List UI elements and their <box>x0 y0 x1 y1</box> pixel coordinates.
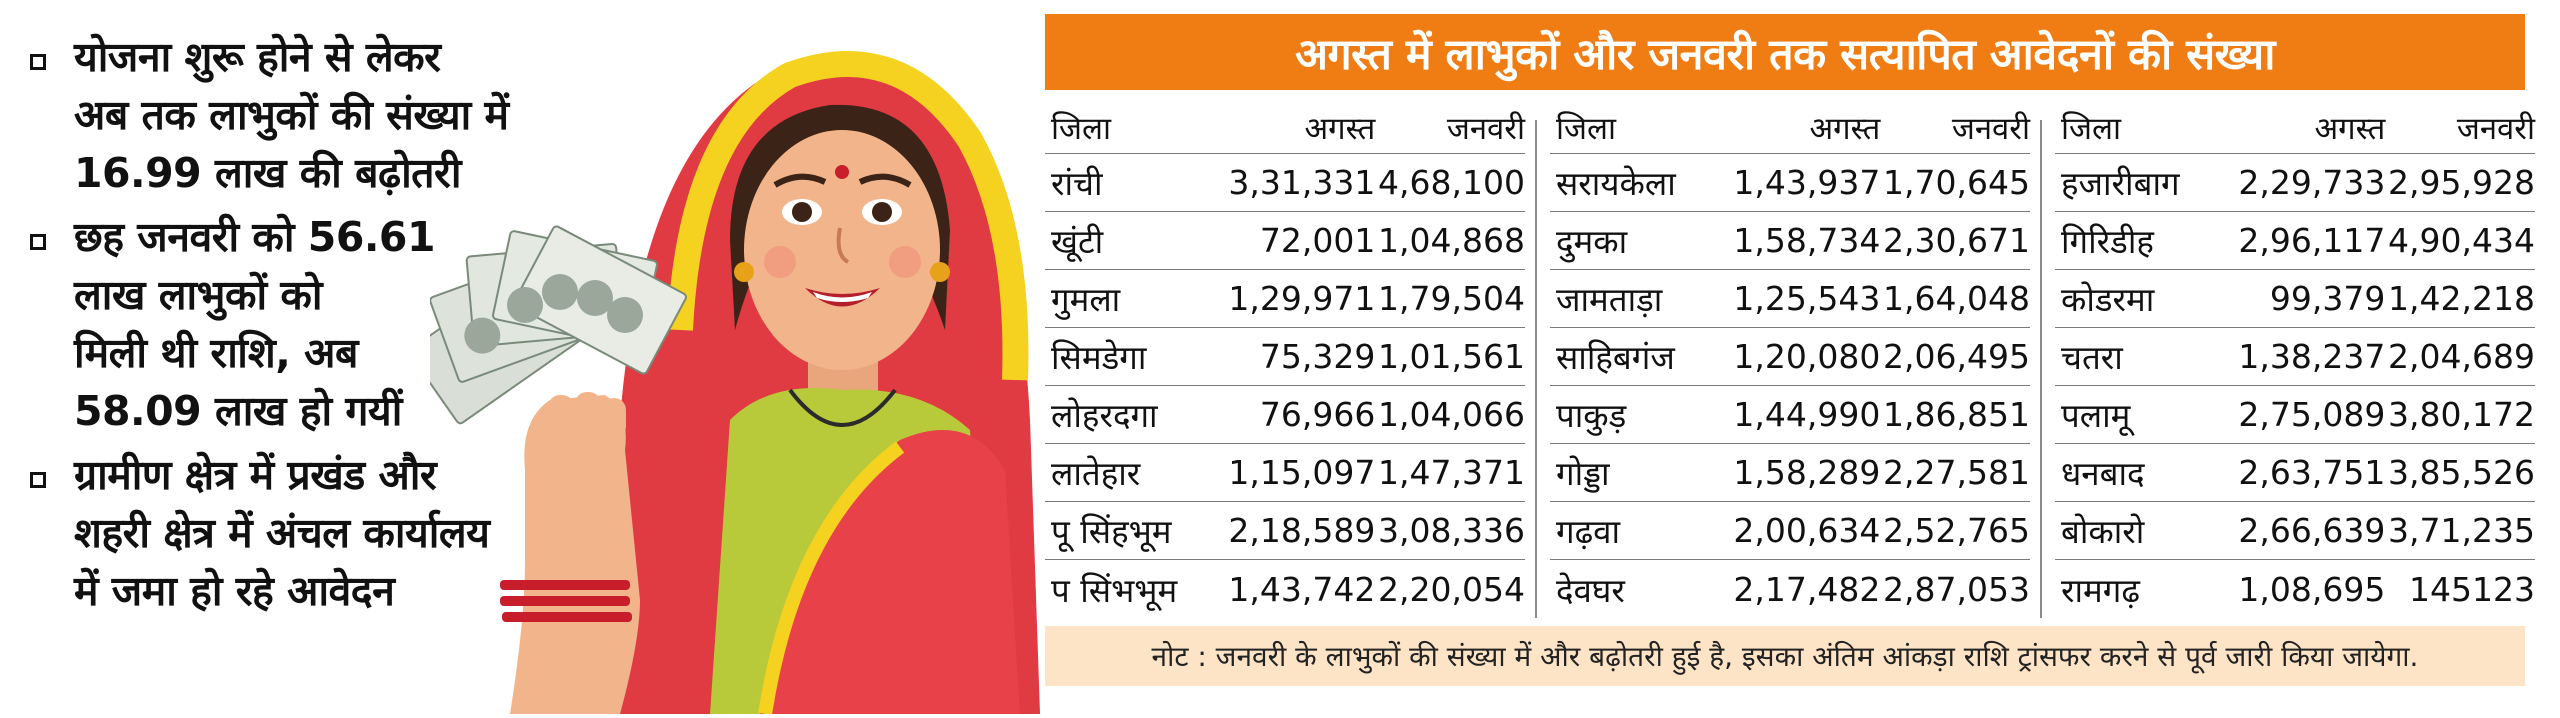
bullet-text: ग्रामीण क्षेत्र में प्रखंड और शहरी क्षेत्र में अंचल कार्यालय में जमा हो रहे आवेदन <box>74 451 490 615</box>
district-name: सिमडेगा <box>1051 338 1147 377</box>
table-row <box>1045 328 1525 386</box>
district-name: धनबाद <box>2061 454 2145 493</box>
january-count: 1,04,868 <box>1378 221 1525 260</box>
january-count: 2,06,495 <box>1883 337 2030 376</box>
january-count: 1,47,371 <box>1378 453 1525 492</box>
table-row <box>1045 386 1525 444</box>
august-count: 75,329 <box>1259 337 1376 376</box>
square-bullet-icon <box>30 234 46 250</box>
august-count: 1,25,543 <box>1733 279 1881 318</box>
january-count: 1,42,218 <box>2388 279 2535 318</box>
january-count: 4,90,434 <box>2388 221 2535 260</box>
district-name: लोहरदगा <box>1051 396 1158 435</box>
header-august: अगस्त <box>2314 110 2386 147</box>
august-count: 1,08,695 <box>2238 569 2386 609</box>
table-row <box>1045 212 1525 270</box>
district-table-2 <box>1550 102 2030 618</box>
august-count: 1,20,080 <box>1733 337 1881 376</box>
january-count: 2,95,928 <box>2388 163 2535 202</box>
table-row <box>2055 502 2535 560</box>
district-name: गुमला <box>1051 280 1121 319</box>
table-row <box>1550 154 2030 212</box>
january-count: 1,04,066 <box>1378 395 1525 434</box>
january-count: 1,70,645 <box>1883 163 2030 202</box>
january-count: 2,30,671 <box>1883 221 2030 260</box>
header-january: जनवरी <box>2456 110 2535 147</box>
district-name: पू सिंहभूम <box>1051 512 1172 551</box>
header-district: जिला <box>1556 110 1617 147</box>
district-name: गढ़वा <box>1556 512 1621 551</box>
august-count: 2,18,589 <box>1228 511 1376 550</box>
woman-holding-notes-icon <box>430 0 1040 714</box>
table-row <box>2055 154 2535 212</box>
district-name: प सिंभभूम <box>1051 570 1178 610</box>
district-name: कोडरमा <box>2061 280 2155 319</box>
table-row <box>2055 328 2535 386</box>
header-district: जिला <box>1051 110 1112 147</box>
district-name: साहिबगंज <box>1556 338 1675 377</box>
header-january: जनवरी <box>1446 110 1525 147</box>
district-name: पलामू <box>2061 396 2131 435</box>
january-count: 3,80,172 <box>2388 395 2535 434</box>
table-row <box>1045 502 1525 560</box>
table-row <box>1550 386 2030 444</box>
table-title: अगस्त में लाभुकों और जनवरी तक सत्यापित आवेदनों की संख्या <box>1045 14 2525 90</box>
august-count: 2,00,634 <box>1733 511 1881 550</box>
header-january: जनवरी <box>1951 110 2030 147</box>
district-name: पाकुड़ <box>1556 396 1627 435</box>
district-name: खूंटी <box>1051 222 1104 261</box>
woman-illustration <box>430 0 1040 714</box>
table-row <box>1550 328 2030 386</box>
august-count: 2,75,089 <box>2238 395 2386 434</box>
august-count: 1,58,734 <box>1733 221 1881 260</box>
district-name: सरायकेला <box>1556 164 1676 203</box>
table-row <box>2055 270 2535 328</box>
table-row <box>2055 386 2535 444</box>
january-count: 2,87,053 <box>1883 569 2030 609</box>
august-count: 2,63,751 <box>2238 453 2386 492</box>
district-name: गिरिडीह <box>2061 222 2154 261</box>
january-count: 4,68,100 <box>1378 163 1525 202</box>
district-name: जामताड़ा <box>1556 280 1663 319</box>
bullet-text: योजना शुरू होने से लेकर अब तक लाभुकों की संख्या में 16.99 लाख की बढ़ोतरी <box>74 33 509 197</box>
square-bullet-icon <box>30 54 46 70</box>
august-count: 1,58,289 <box>1733 453 1881 492</box>
district-name: दुमका <box>1556 222 1628 261</box>
january-count: 3,85,526 <box>2388 453 2535 492</box>
district-name: रामगढ़ <box>2061 570 2140 610</box>
august-count: 1,38,237 <box>2238 337 2386 376</box>
bullet-text: छह जनवरी को 56.61 लाख लाभुकों को मिली थी राशि, अब 58.09 लाख हो गयीं <box>74 213 435 435</box>
table-row <box>2055 560 2535 618</box>
january-count: 1,01,561 <box>1378 337 1525 376</box>
august-count: 2,66,639 <box>2238 511 2386 550</box>
table-row <box>1045 270 1525 328</box>
august-count: 2,17,482 <box>1733 569 1881 609</box>
january-count: 3,08,336 <box>1378 511 1525 550</box>
district-table-3 <box>2055 102 2535 618</box>
january-count: 3,71,235 <box>2388 511 2535 550</box>
january-count: 2,27,581 <box>1883 453 2030 492</box>
table-row <box>2055 444 2535 502</box>
district-name: गोड्डा <box>1556 454 1610 493</box>
august-count: 72,001 <box>1259 221 1376 260</box>
table-row <box>1045 560 1525 618</box>
district-name: चतरा <box>2061 338 2123 377</box>
table-row <box>1550 270 2030 328</box>
august-count: 2,29,733 <box>2238 163 2386 202</box>
january-count: 1,64,048 <box>1883 279 2030 318</box>
header-august: अगस्त <box>1809 110 1881 147</box>
footnote: नोट : जनवरी के लाभुकों की संख्या में और बढ़ोतरी हुई है, इसका अंतिम आंकड़ा राशि ट्रांसफर करने से पूर्व जारी किया जायेगा. <box>1045 626 2525 686</box>
district-name: बोकारो <box>2061 512 2145 551</box>
august-count: 1,43,742 <box>1228 569 1376 609</box>
header-district: जिला <box>2061 110 2122 147</box>
table-row <box>2055 212 2535 270</box>
table-header <box>2055 102 2535 154</box>
january-count: 1,86,851 <box>1883 395 2030 434</box>
header-august: अगस्त <box>1304 110 1376 147</box>
january-count: 2,20,054 <box>1378 569 1525 609</box>
district-tables <box>1045 102 2535 632</box>
august-count: 1,43,937 <box>1733 163 1881 202</box>
august-count: 99,379 <box>2269 279 2386 318</box>
table-row <box>1045 444 1525 502</box>
table-row <box>1550 212 2030 270</box>
table-header <box>1550 102 2030 154</box>
district-name: लातेहार <box>1051 454 1141 493</box>
square-bullet-icon <box>30 472 46 488</box>
august-count: 76,966 <box>1259 395 1376 434</box>
column-divider <box>2040 120 2042 618</box>
table-row <box>1550 444 2030 502</box>
august-count: 1,15,097 <box>1228 453 1376 492</box>
august-count: 2,96,117 <box>2238 221 2386 260</box>
column-divider <box>1535 120 1537 618</box>
table-row <box>1550 560 2030 618</box>
data-panel <box>1045 14 2535 694</box>
district-name: रांची <box>1051 164 1103 203</box>
august-count: 1,44,990 <box>1733 395 1881 434</box>
january-count: 2,52,765 <box>1883 511 2030 550</box>
august-count: 1,29,971 <box>1228 279 1376 318</box>
august-count: 3,31,331 <box>1228 163 1376 202</box>
district-name: हजारीबाग <box>2061 164 2180 203</box>
january-count: 145123 <box>2409 569 2535 609</box>
district-name: देवघर <box>1556 570 1625 610</box>
table-row <box>1045 154 1525 212</box>
january-count: 1,79,504 <box>1378 279 1525 318</box>
table-header <box>1045 102 1525 154</box>
january-count: 2,04,689 <box>2388 337 2535 376</box>
district-table-1 <box>1045 102 1525 618</box>
table-row <box>1550 502 2030 560</box>
